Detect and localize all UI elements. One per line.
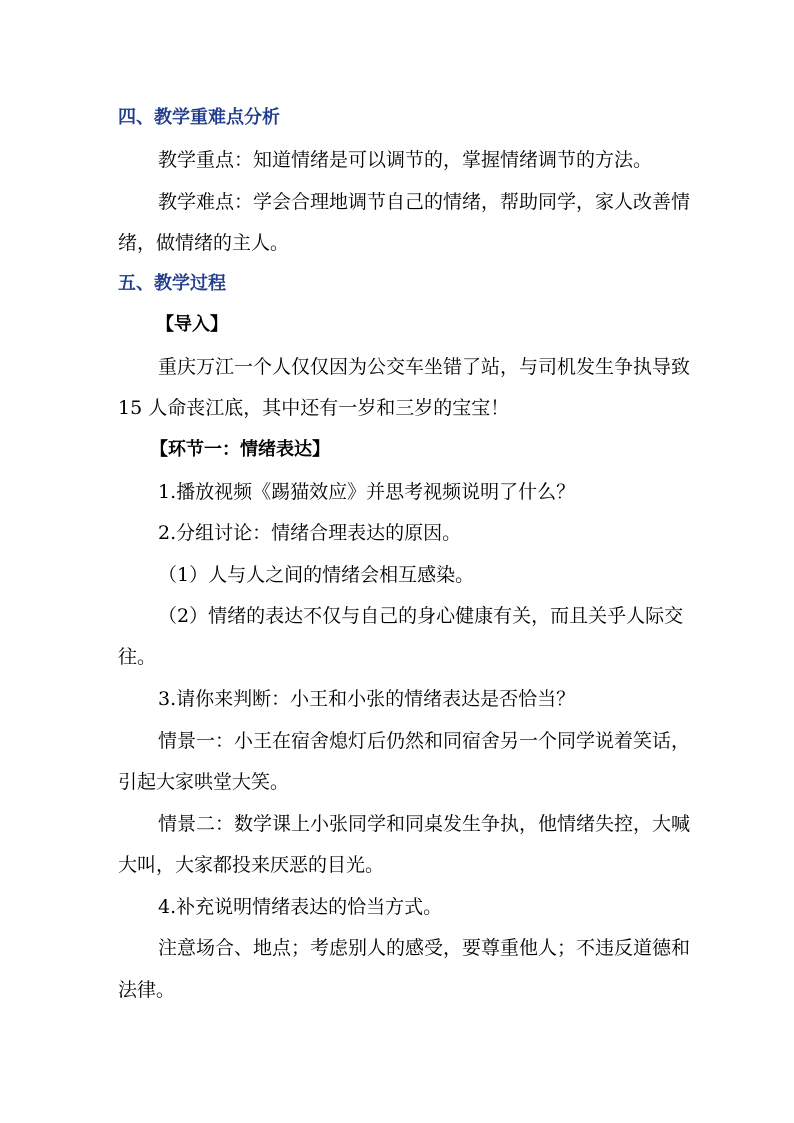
section-heading-process: 五、教学过程 [118, 273, 226, 294]
part1-line-7: 情景一：小王在宿舍熄灯后仍然和同宿舍另一个同学说着笑话， [158, 730, 691, 752]
part1-line-9: 情景二：数学课上小张同学和同桌发生争执，他情绪失控，大喊 [158, 813, 691, 835]
intro-title: 【导入】 [156, 314, 228, 335]
part1-line-2: 2.分组讨论：情绪合理表达的原因。 [158, 522, 462, 544]
difficulty-line-1: 教学难点：学会合理地调节自己的情绪，帮助同学，家人改善情 [158, 191, 691, 213]
part1-line-3: （1）人与人之间的情绪会相互感染。 [158, 564, 475, 586]
part1-line-1: 1.播放视频《踢猫效应》并思考视频说明了什么？ [158, 481, 576, 503]
part1-line-4: （2）情绪的表达不仅与自己的身心健康有关，而且关乎人际交 [158, 605, 684, 627]
part1-title: 【环节一：情绪表达】 [150, 439, 330, 460]
intro-line-1: 重庆万江一个人仅仅因为公交车坐错了站，与司机发生争执导致 [158, 356, 691, 378]
intro-line-2: 15 人命丧江底，其中还有一岁和三岁的宝宝！ [118, 397, 510, 419]
part1-line-12: 注意场合、地点；考虑别人的感受，要尊重他人；不违反道德和 [158, 937, 691, 959]
section-heading-key-points: 四、教学重难点分析 [118, 107, 280, 128]
part1-line-8: 引起大家哄堂大笑。 [118, 771, 290, 793]
part1-line-6: 3.请你来判断：小王和小张的情绪表达是否恰当？ [158, 688, 576, 710]
difficulty-line-2: 绪，做情绪的主人。 [118, 232, 290, 254]
part1-line-13: 法律。 [118, 979, 176, 1001]
part1-line-5: 往。 [118, 646, 157, 668]
part1-line-11: 4.补充说明情绪表达的恰当方式。 [158, 896, 443, 918]
key-point-line: 教学重点：知道情绪是可以调节的，掌握情绪调节的方法。 [158, 149, 653, 171]
part1-line-10: 大叫，大家都投来厌恶的目光。 [118, 854, 385, 876]
